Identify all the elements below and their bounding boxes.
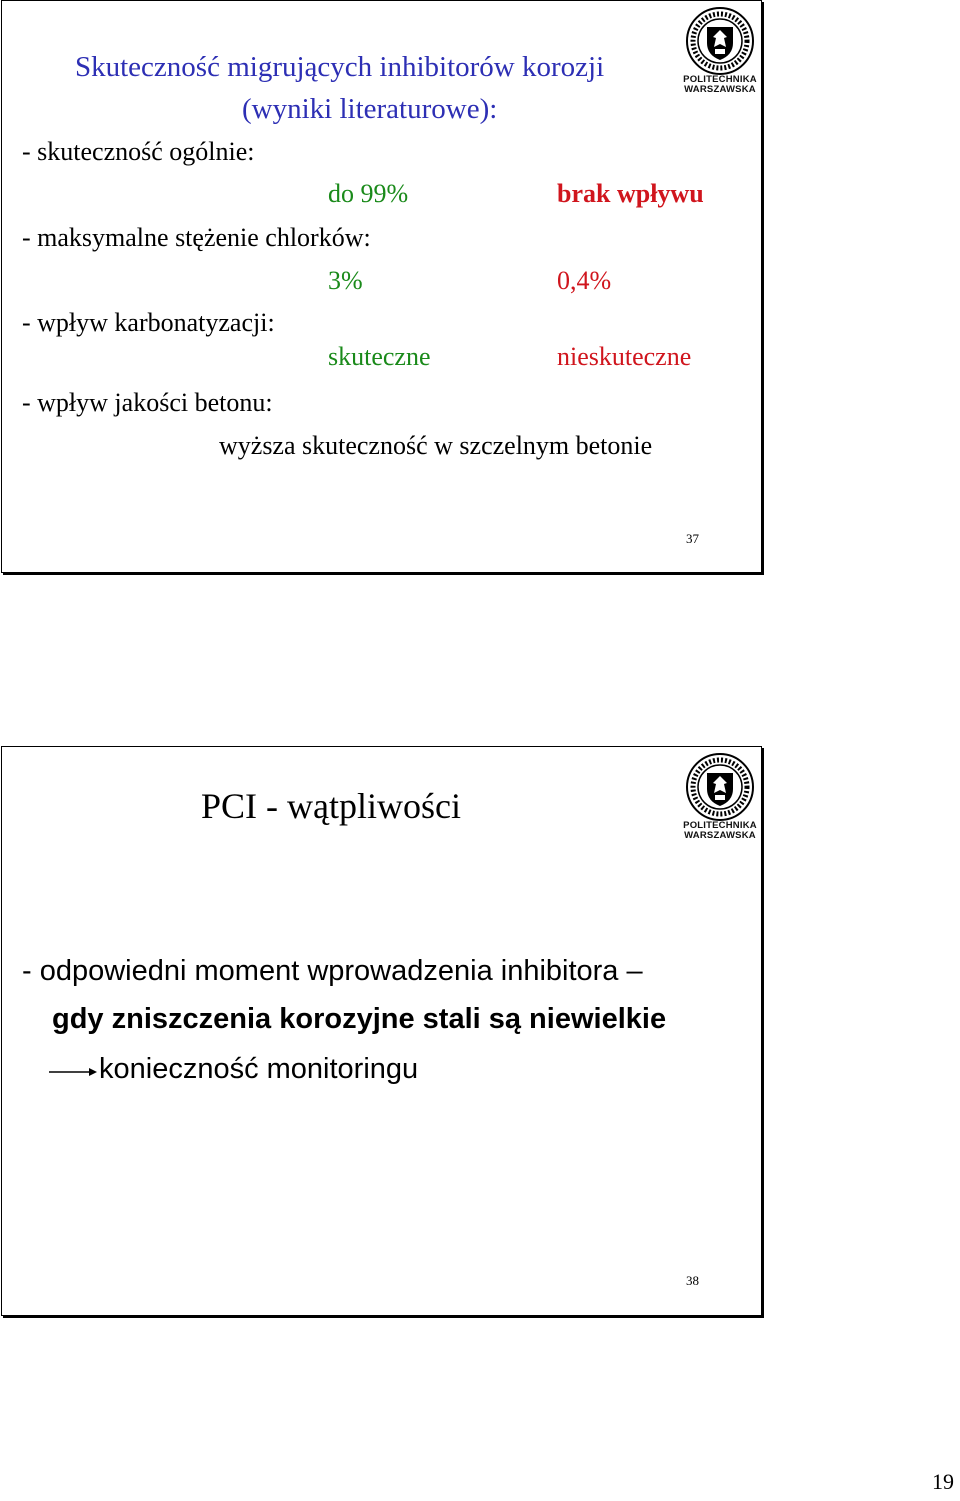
item-value-left-chlorides: 3% xyxy=(328,266,363,295)
logo-text-line2: WARSZAWSKA xyxy=(684,830,756,841)
page-number: 19 xyxy=(932,1469,954,1494)
text-line-2: gdy zniszczenia korozyjne stali są niewielkie xyxy=(52,1003,667,1035)
logo-text-line1: POLITECHNIKA xyxy=(683,820,757,831)
logo-text-line1: POLITECHNIKA xyxy=(683,74,757,85)
item-value-concrete-quality: wyższa skuteczność w szczelnym betonie xyxy=(219,431,653,460)
university-logo xyxy=(681,7,759,95)
university-logo xyxy=(681,753,759,841)
slide-37 xyxy=(1,0,762,573)
arrow-right-icon xyxy=(48,1064,98,1080)
text-line-3: konieczność monitoringu xyxy=(99,1053,419,1085)
logo-text-line2: WARSZAWSKA xyxy=(684,84,756,95)
item-label-effectiveness: - skuteczność ogólnie: xyxy=(22,137,255,166)
item-label-chlorides: - maksymalne stężenie chlorków: xyxy=(22,223,371,252)
text-line-1: - odpowiedni moment wprowadzenia inhibitora – xyxy=(22,955,643,987)
item-value-left-effectiveness: do 99% xyxy=(328,179,409,208)
slide-number: 37 xyxy=(686,531,699,546)
slide-title-line2: (wyniki literaturowe): xyxy=(242,93,498,125)
item-value-right-effectiveness: brak wpływu xyxy=(557,179,704,208)
slide-38 xyxy=(1,746,762,1316)
item-label-carbonation: - wpływ karbonatyzacji: xyxy=(22,308,275,337)
slide-number: 38 xyxy=(686,1273,699,1288)
crest-icon xyxy=(686,753,754,821)
item-value-right-chlorides: 0,4% xyxy=(557,266,612,295)
slide-title-line1: Skuteczność migrujących inhibitorów korozji xyxy=(75,51,605,83)
slide-title: PCI - wątpliwości xyxy=(201,786,461,826)
item-value-right-carbonation: nieskuteczne xyxy=(557,342,692,371)
item-label-concrete-quality: - wpływ jakości betonu: xyxy=(22,388,273,417)
item-value-left-carbonation: skuteczne xyxy=(328,342,431,371)
crest-icon xyxy=(686,7,754,75)
